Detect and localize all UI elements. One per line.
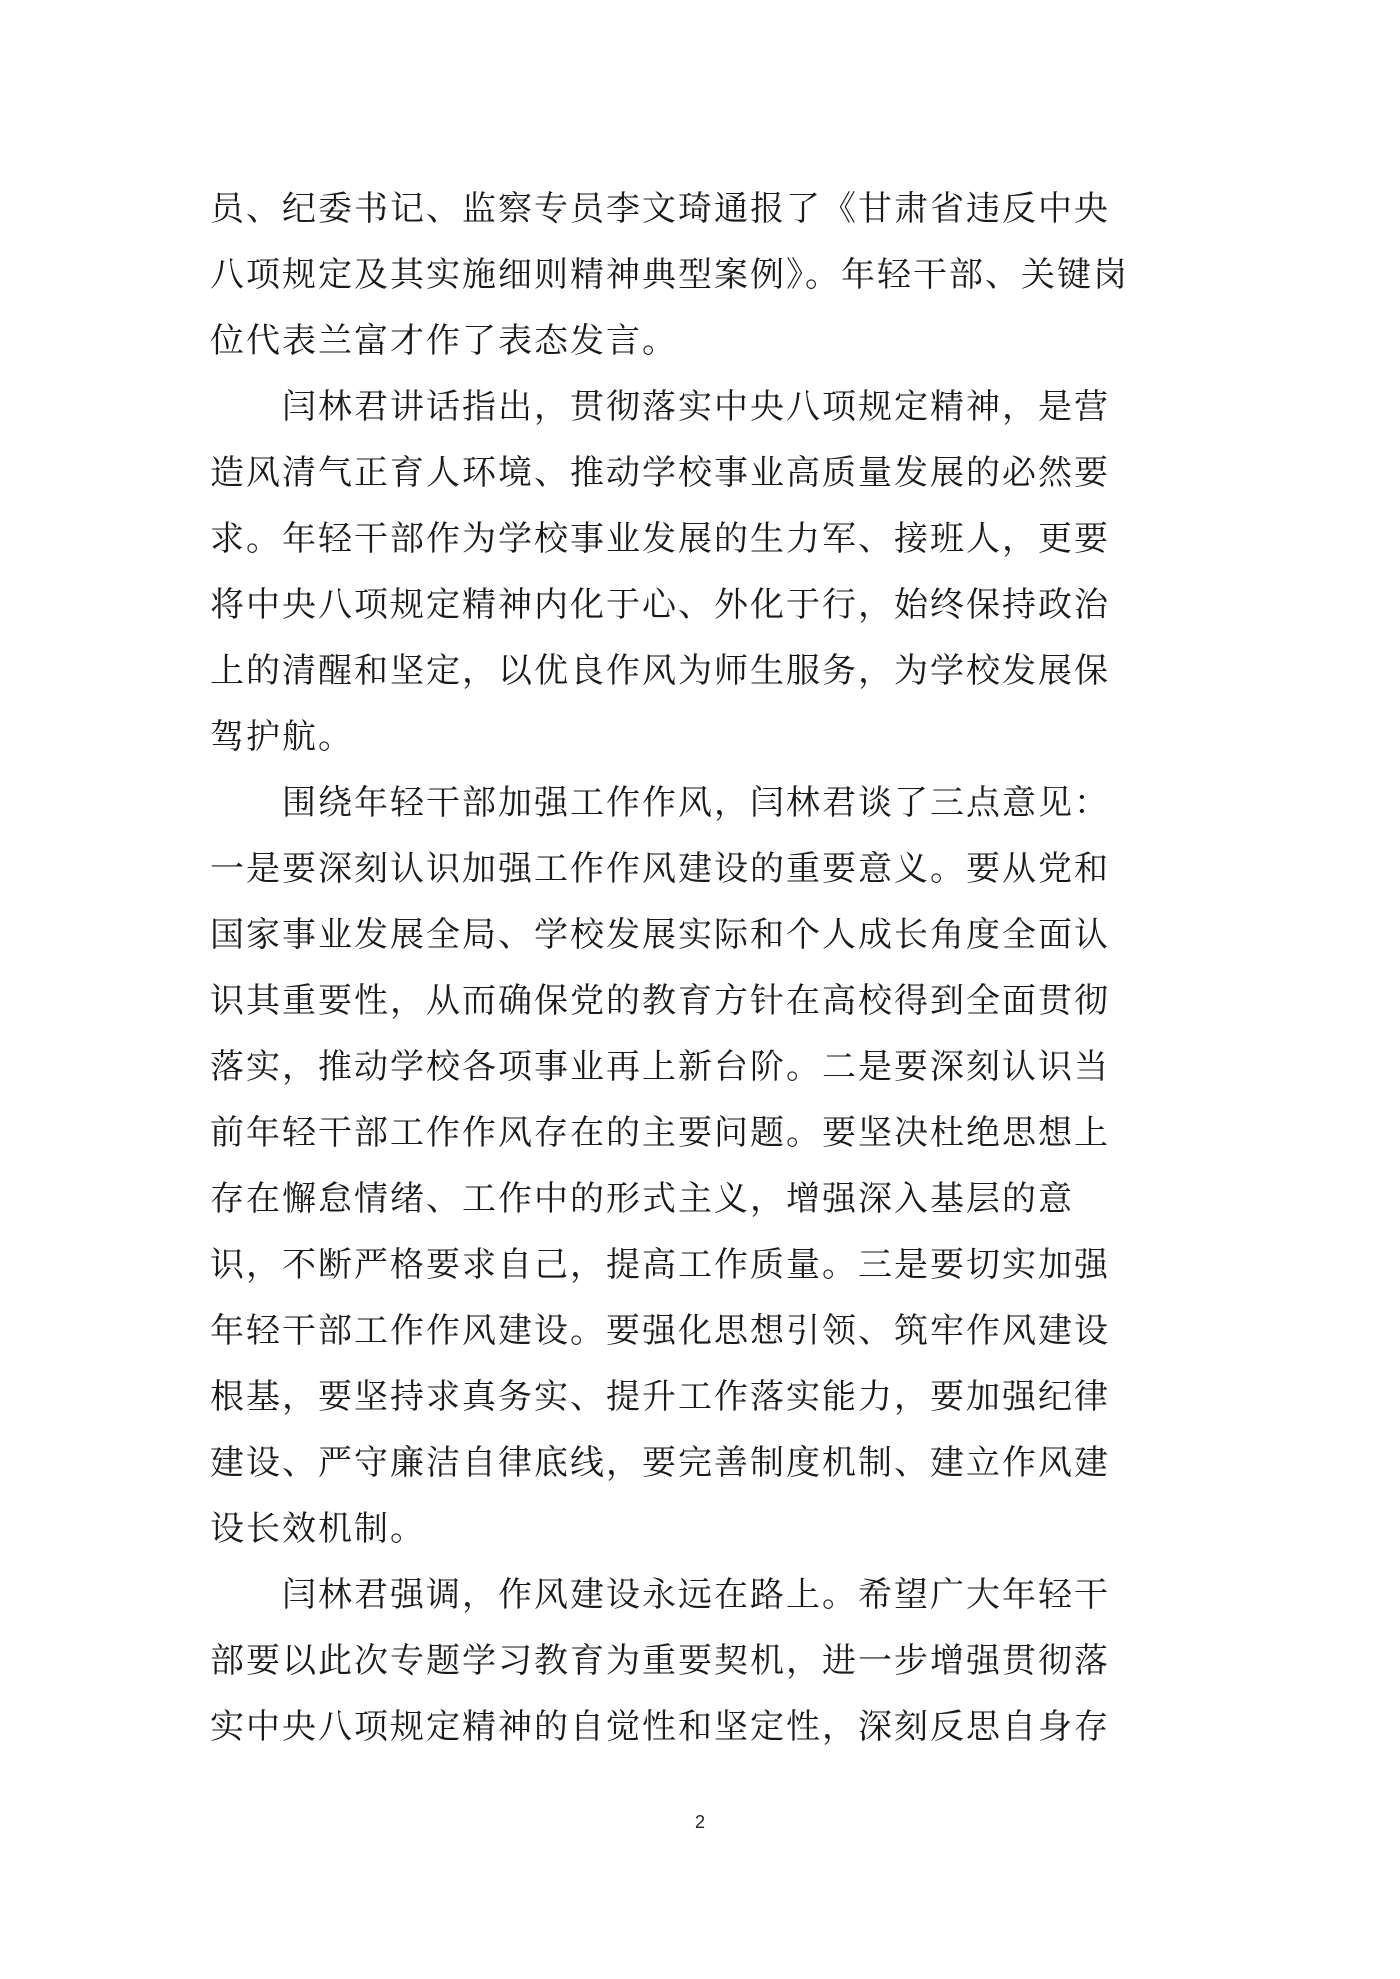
page-number: 2 bbox=[694, 1812, 705, 1832]
text-line: 识其重要性，从而确保党的教育方针在高校得到全面贯彻 bbox=[210, 981, 1110, 1021]
text-line: 位代表兰富才作了表态发言。 bbox=[210, 321, 678, 361]
text-line: 一是要深刻认识加强工作作风建设的重要意义。要从党和 bbox=[210, 849, 1110, 889]
text-line: 落实，推动学校各项事业再上新台阶。二是要深刻认识当 bbox=[210, 1047, 1110, 1087]
text-line: 前年轻干部工作作风存在的主要问题。要坚决杜绝思想上 bbox=[210, 1113, 1110, 1153]
text-line: 建设、严守廉洁自律底线，要完善制度机制、建立作风建 bbox=[210, 1443, 1110, 1483]
text-line: 设长效机制。 bbox=[210, 1509, 426, 1549]
text-line: 闫林君强调，作风建设永远在路上。希望广大年轻干 bbox=[210, 1575, 1110, 1615]
text-line: 求。年轻干部作为学校事业发展的生力军、接班人，更要 bbox=[210, 519, 1110, 559]
text-line: 识，不断严格要求自己，提高工作质量。三是要切实加强 bbox=[210, 1245, 1110, 1285]
text-line: 根基，要坚持求真务实、提升工作落实能力，要加强纪律 bbox=[210, 1377, 1110, 1417]
text-line: 上的清醒和坚定，以优良作风为师生服务，为学校发展保 bbox=[210, 651, 1110, 691]
text-line: 国家事业发展全局、学校发展实际和个人成长角度全面认 bbox=[210, 915, 1110, 955]
text-line: 造风清气正育人环境、推动学校事业高质量发展的必然要 bbox=[210, 453, 1110, 493]
text-line: 围绕年轻干部加强工作作风，闫林君谈了三点意见： bbox=[210, 783, 1110, 823]
text-line: 闫林君讲话指出，贯彻落实中央八项规定精神，是营 bbox=[210, 387, 1110, 427]
text-line: 驾护航。 bbox=[210, 717, 354, 757]
body-text bbox=[210, 176, 1170, 1760]
text-line: 八项规定及其实施细则精神典型案例》。年轻干部、关键岗 bbox=[210, 255, 1129, 295]
text-line: 存在懈怠情绪、工作中的形式主义，增强深入基层的意 bbox=[210, 1179, 1074, 1219]
text-line: 员、纪委书记、监察专员李文琦通报了《甘肃省违反中央 bbox=[210, 189, 1110, 229]
text-line: 实中央八项规定精神的自觉性和坚定性，深刻反思自身存 bbox=[210, 1707, 1110, 1747]
text-line: 将中央八项规定精神内化于心、外化于行，始终保持政治 bbox=[210, 585, 1110, 625]
text-line: 年轻干部工作作风建设。要强化思想引领、筑牢作风建设 bbox=[210, 1311, 1110, 1351]
text-line: 部要以此次专题学习教育为重要契机，进一步增强贯彻落 bbox=[210, 1641, 1110, 1681]
